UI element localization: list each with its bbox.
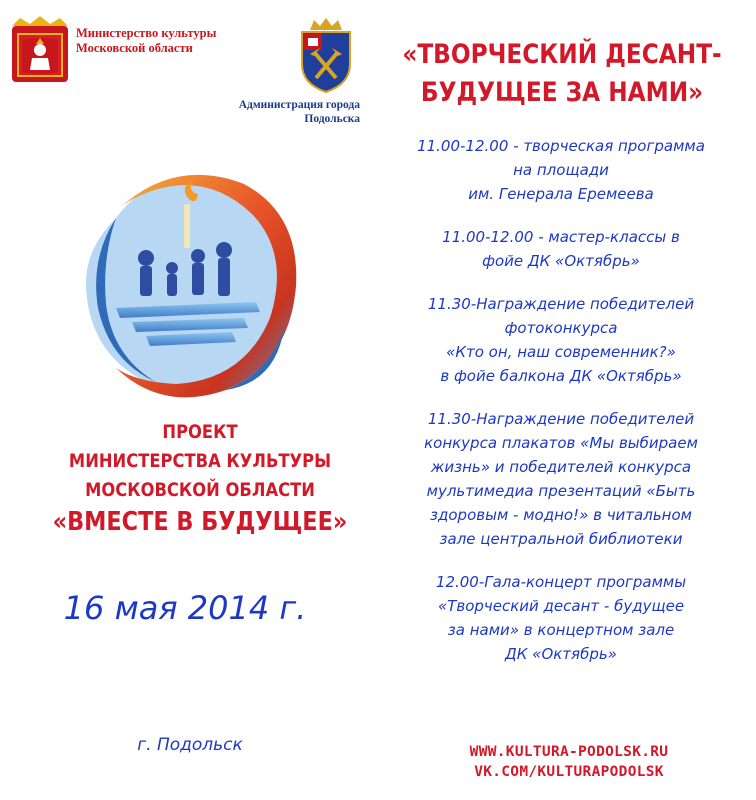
together-into-future-logo [76,158,302,410]
schedule-line: на площади [513,161,609,179]
schedule-line: за нами» в концертном зале [447,621,675,639]
event-schedule [376,134,746,685]
schedule-line: им. Генерала Еремеева [468,185,654,203]
schedule-line: 11.00-12.00 - мастер-классы в [442,228,680,246]
schedule-line: ДК «Октябрь» [505,645,617,663]
schedule-line: 11.30-Награждение победителей [427,295,695,313]
contact-links [386,742,752,782]
admin-line1: Администрация города [238,99,360,111]
schedule-line: 11.30-Награждение победителей [427,410,695,428]
moscow-oblast-coat-of-arms-icon [10,14,70,84]
schedule-line: фойе ДК «Октябрь» [482,252,640,270]
schedule-line: «Творческий десант - будущее [437,597,685,615]
ministry-line2: Московской области [76,41,193,55]
event-headline [399,36,726,112]
project-line1: ПРОЕКТ [162,421,238,443]
admin-line2: Подольска [304,113,360,125]
schedule-line: зале центральной библиотеки [439,530,683,548]
schedule-line: фотоконкурса [504,319,618,337]
ministry-caption [76,26,246,56]
project-title [45,418,355,539]
admin-caption [196,98,360,126]
schedule-line: мультимедиа презентаций «Быть [426,482,696,500]
schedule-line: конкурса плакатов «Мы выбираем [424,434,698,452]
schedule-item [376,407,746,551]
project-line3: МОСКОВСКОЙ ОБЛАСТИ [85,479,315,501]
website-link[interactable]: WWW.KULTURA-PODOLSK.RU [469,744,669,760]
schedule-item [376,570,746,666]
podolsk-coat-of-arms-icon [296,16,356,94]
headline-line2: БУДУЩЕЕ ЗА НАМИ» [420,77,704,108]
schedule-line: жизнь» и победителей конкурса [430,458,692,476]
project-line2: МИНИСТЕРСТВА КУЛЬТУРЫ [68,450,332,472]
event-city: г. Подольск [137,735,243,755]
schedule-line: здоровым - модно!» в читальном [430,506,692,524]
project-name: «ВМЕСТЕ В БУДУЩЕЕ» [52,507,348,537]
schedule-item [376,292,746,388]
schedule-line: 12.00-Гала-концерт программы [435,573,687,591]
vk-link[interactable]: VK.COM/KULTURAPODOLSK [474,764,664,780]
headline-line1: «ТВОРЧЕСКИЙ ДЕСАНТ- [402,39,722,70]
schedule-line: 11.00-12.00 - творческая программа [417,137,705,155]
schedule-line: «Кто он, наш современник?» [446,343,676,361]
ministry-line1: Министерство культуры [76,26,217,40]
schedule-item [376,134,746,206]
event-date: 16 мая 2014 г. [63,589,307,627]
schedule-item [376,225,746,273]
schedule-line: в фойе балкона ДК «Октябрь» [440,367,682,385]
